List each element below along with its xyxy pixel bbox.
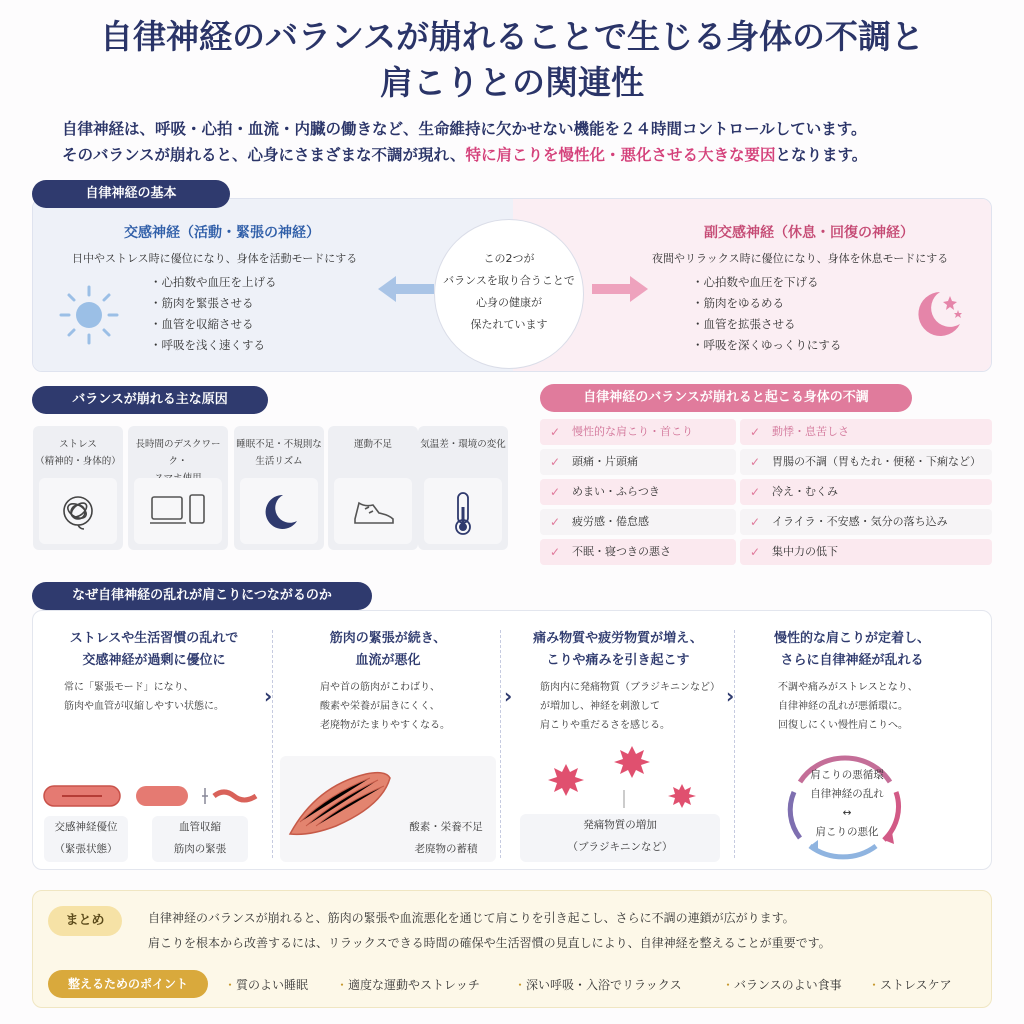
symptom-item: ✓ イライラ・不安感・気分の落ち込み: [740, 509, 992, 535]
parasympathetic-list: [692, 272, 841, 356]
chevron-right-icon: ›: [726, 684, 735, 708]
sympathetic-list: [150, 272, 277, 356]
laptop-phone-icon: [150, 491, 206, 531]
step-text: 肩や首の筋肉がこわばり、 酸素や栄養が届きにくく、 老廃物がたまりやすくなる。: [320, 682, 450, 731]
symptom-item: ✓ 冷え・むくみ: [740, 479, 992, 505]
title-line-1: 自律神経のバランスが崩れることで生じる身体の不調と: [99, 17, 924, 56]
moon-icon: [259, 491, 299, 531]
caption-box: 酸素・栄養不足 老廃物の蓄積: [409, 821, 483, 855]
point-item: ・ ストレスケア: [868, 976, 952, 993]
caption-box: 血管収縮 筋肉の緊張: [152, 816, 248, 862]
list-item: ・ 血管を拡張させる: [692, 314, 841, 335]
step-text: 常に「緊張モード」になり、 筋肉や血管が収縮しやすい状態に。: [64, 682, 224, 712]
symptom-item: ✓ めまい・ふらつき: [540, 479, 736, 505]
cause-card: 長時間のデスクワーク・: [128, 426, 228, 550]
points-label: 整えるためのポイント: [48, 970, 208, 998]
step-text: 不調や痛みがストレスとなり、 自律神経の乱れが悪循環に。 回復しにくい慢性肩こりへ。: [778, 682, 918, 731]
list-item: ・ 呼吸を浅く速くする: [150, 335, 277, 356]
sympathetic-desc: 日中やストレス時に優位になり、身体を活動モードにする: [72, 252, 358, 265]
check-icon: ✓: [750, 485, 761, 499]
check-icon: ✓: [550, 515, 561, 529]
divider: [500, 630, 501, 858]
point-item: ・ 深い呼吸・入浴でリラックス: [514, 976, 682, 993]
symptom-item: ✓ 頭痛・片頭痛: [540, 449, 736, 475]
pain-substance-icon: [540, 746, 710, 812]
lead-line-1: 自律神経は、呼吸・心拍・血流・内臓の働きなど、生命維持に欠かせない機能を２４時間コントロールしています。: [62, 120, 867, 138]
chevron-right-icon: ›: [264, 684, 273, 708]
list-item: ・ 血管を収縮させる: [150, 314, 277, 335]
cause-card: 運動不足: [328, 426, 418, 550]
point-item: ・ 適度な運動やストレッチ: [336, 976, 480, 993]
arrow-right-icon: [592, 276, 648, 302]
lead-text: [62, 116, 1002, 168]
symptom-item: ✓ 動悸・息苦しさ: [740, 419, 992, 445]
lead-highlight: 特に肩こりを慢性化・悪化させる大きな要因: [465, 146, 776, 164]
blood-vessel-icon: [42, 782, 262, 810]
muscle-icon: [286, 766, 396, 840]
cause-card: ストレス （精神的・身体的）: [33, 426, 123, 550]
step-text: 筋肉内に発痛物質（ブラジキニンなど） が増加し、神経を刺激して 肩こりや重だるさを感じる。: [540, 682, 720, 731]
check-icon: ✓: [750, 545, 761, 559]
cycle-labels: 肩こりの悪循環 自律神経の乱れ ↔ 肩こりの悪化: [810, 769, 884, 838]
shoe-icon: [353, 491, 397, 531]
step-title: 慢性的な肩こりが定着し、 さらに自律神経が乱れる: [773, 631, 930, 668]
moon-star-icon: [906, 284, 966, 344]
check-icon: ✓: [550, 425, 561, 439]
step-title: 筋肉の緊張が続き、 血流が悪化: [329, 631, 447, 668]
divider: [734, 630, 735, 858]
sun-icon: [58, 284, 120, 346]
thermometer-icon: [443, 491, 483, 535]
check-icon: ✓: [750, 455, 761, 469]
check-icon: ✓: [750, 515, 761, 529]
title-line-2: 肩こりとの関連性: [380, 63, 644, 102]
parasympathetic-desc: 夜間やリラックス時に優位になり、身体を休息モードにする: [652, 252, 949, 265]
cause-card: 睡眠不足・不規則な 生活リズム: [234, 426, 324, 550]
check-icon: ✓: [750, 425, 761, 439]
summary-text: 自律神経のバランスが崩れると、筋肉の緊張や血流悪化を通じて肩こりを引き起こし、さらに不調の連鎖が広がります。 肩こりを根本から改善するには、リラックスできる時間の確保や生活習慣の見直しにより、自律神経を整えることが重要です。: [148, 911, 831, 950]
list-item: ・ 心拍数や血圧を上げる: [150, 272, 277, 293]
caption-box: 発痛物質の増加 （ブラジキニンなど）: [520, 814, 720, 862]
symptom-item: ✓ 疲労感・倦怠感: [540, 509, 736, 535]
point-item: ・ バランスのよい食事: [722, 976, 842, 993]
point-item: ・ 質のよい睡眠: [224, 976, 308, 993]
list-item: ・ 筋肉をゆるめる: [692, 293, 841, 314]
check-icon: ✓: [550, 545, 561, 559]
list-item: ・ 呼吸を深くゆっくりにする: [692, 335, 841, 356]
check-icon: ✓: [550, 485, 561, 499]
symptom-item: ✓ 慢性的な肩こり・首こり: [540, 419, 736, 445]
summary-label: まとめ: [48, 906, 122, 936]
basics-label: 自律神経の基本: [32, 180, 230, 208]
cause-card: 気温差・環境の変化: [418, 426, 508, 550]
divider: [272, 630, 273, 858]
list-item: ・ 心拍数や血圧を下げる: [692, 272, 841, 293]
page-title: [0, 14, 1024, 106]
symptom-item: ✓ 集中力の低下: [740, 539, 992, 565]
parasympathetic-title: 副交感神経（休息・回復の神経）: [704, 225, 914, 241]
step-title: 痛み物質や疲労物質が増え、 こりや痛みを引き起こす: [533, 631, 703, 668]
symptom-item: ✓ 胃腸の不調（胃もたれ・便秘・下痢など）: [740, 449, 992, 475]
arrow-left-icon: [378, 276, 434, 302]
list-item: ・ 筋肉を緊張させる: [150, 293, 277, 314]
chevron-right-icon: ›: [504, 684, 513, 708]
symptoms-label: 自律神経のバランスが崩れると起こる身体の不調: [540, 384, 912, 412]
symptom-item: ✓ 不眠・寝つきの悪さ: [540, 539, 736, 565]
lead-line-2: そのバランスが崩れると、心身にさまざまな不調が現れ、特に肩こりを慢性化・悪化させる大きな要因となります。: [62, 146, 868, 164]
check-icon: ✓: [550, 455, 561, 469]
step-title: ストレスや生活習慣の乱れで 交感神経が過剰に優位に: [69, 631, 239, 668]
caption-box: 交感神経優位 （緊張状態）: [44, 816, 128, 862]
why-label: なぜ自律神経の乱れが肩こりにつながるのか: [32, 582, 372, 610]
balance-circle: この2つが バランスを取り合うことで 心身の健康が 保たれています: [434, 219, 584, 369]
causes-label: バランスが崩れる主な原因: [32, 386, 268, 414]
tangle-icon: [58, 491, 98, 531]
sympathetic-title: 交感神経（活動・緊張の神経）: [124, 225, 320, 241]
